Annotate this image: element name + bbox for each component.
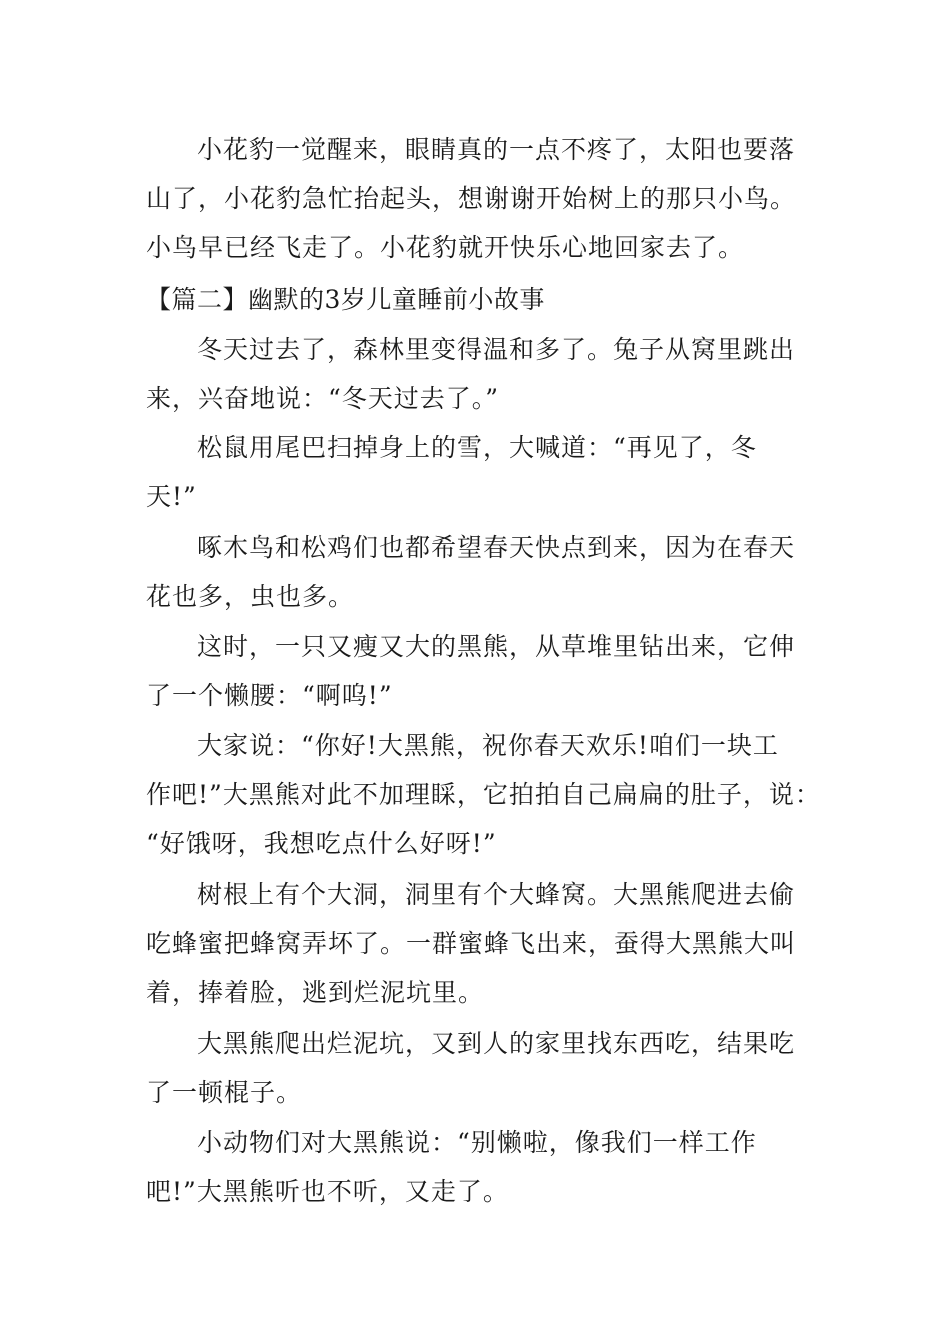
text-line: 松鼠用尾巴扫掉身上的雪，大喊道：“再见了，冬 — [197, 433, 757, 462]
section-heading: 【篇二】幽默的3岁儿童睡前小故事 — [146, 285, 545, 314]
text-line: 天!” — [146, 482, 197, 511]
text-line: 小花豹一觉醒来，眼睛真的一点不疼了，太阳也要落 — [197, 135, 796, 164]
text-line: 啄木鸟和松鸡们也都希望春天快点到来，因为在春天 — [197, 533, 796, 562]
text-line: 作吧!”大黑熊对此不加理睬，它拍拍自己扁扁的肚子，说： — [146, 780, 821, 809]
text-line: 吧!”大黑熊听也不听，又走了。 — [146, 1177, 509, 1206]
text-line: 大黑熊爬出烂泥坑，又到人的家里找东西吃，结果吃 — [197, 1029, 796, 1058]
text-line: 山了，小花豹急忙抬起头，想谢谢开始树上的那只小鸟。 — [146, 184, 797, 213]
text-line: 大家说：“你好!大黑熊，祝你春天欢乐!咱们一块工 — [197, 731, 779, 760]
text-line: 这时，一只又瘦又大的黑熊，从草堆里钻出来，它伸 — [197, 632, 796, 661]
text-line: 花也多，虫也多。 — [146, 582, 355, 611]
text-line: “好饿呀，我想吃点什么好呀!” — [146, 829, 497, 858]
text-line: 小鸟早已经飞走了。小花豹就开快乐心地回家去了。 — [146, 233, 745, 262]
text-line: 了一个懒腰：“啊呜!” — [146, 681, 393, 710]
text-line: 树根上有个大洞，洞里有个大蜂窝。大黑熊爬进去偷 — [197, 880, 796, 909]
text-line: 吃蜂蜜把蜂窝弄坏了。一群蜜蜂飞出来，蚕得大黑熊大叫 — [146, 929, 797, 958]
text-line: 了一顿棍子。 — [146, 1078, 303, 1107]
text-line: 着，捧着脸，逃到烂泥坑里。 — [146, 978, 485, 1007]
text-line: 来，兴奋地说：“冬天过去了。” — [146, 384, 500, 413]
text-line: 冬天过去了，森林里变得温和多了。兔子从窝里跳出 — [197, 335, 796, 364]
text-line: 小动物们对大黑熊说：“别懒啦，像我们一样工作 — [197, 1128, 757, 1157]
